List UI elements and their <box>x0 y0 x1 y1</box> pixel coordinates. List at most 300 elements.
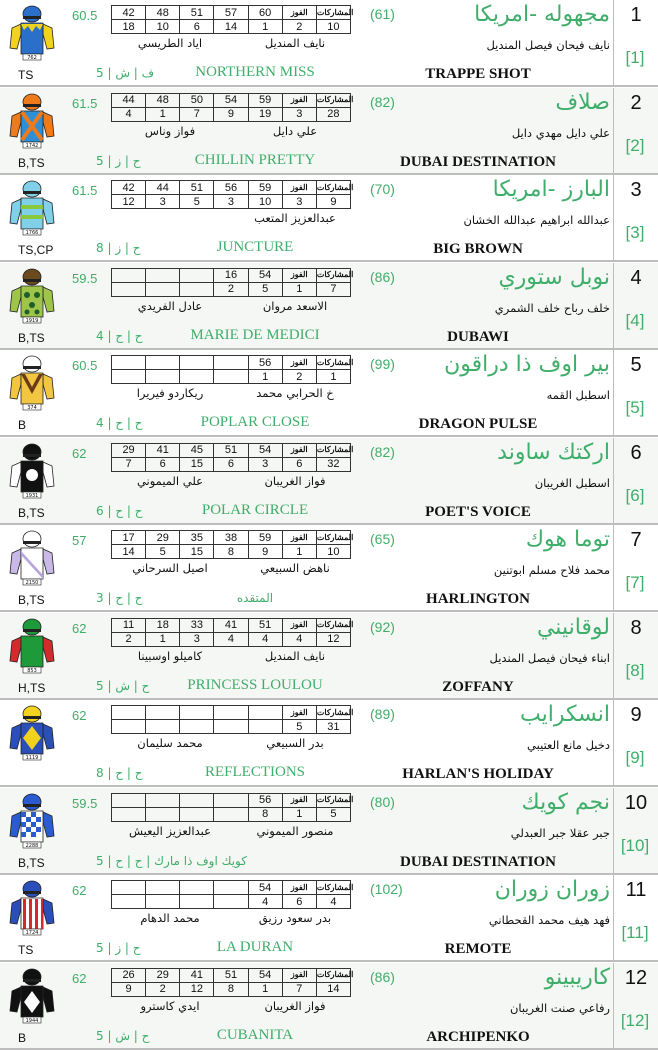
weight: 62 <box>72 970 87 986</box>
runs-value: 10 <box>316 545 350 559</box>
column-divider <box>613 700 614 785</box>
form-count <box>180 370 214 384</box>
horse-name[interactable]: كاريبينو <box>544 964 610 990</box>
draw-number: [6] <box>625 485 645 505</box>
runs-value: 4 <box>316 895 350 909</box>
wins-value: 6 <box>282 457 316 471</box>
jockey-name: فواز الغريبان <box>264 998 326 1013</box>
column-divider <box>613 525 614 610</box>
form-count: 5 <box>180 195 214 209</box>
form-count <box>146 720 180 734</box>
runs-label: المشاركات <box>316 968 350 982</box>
svg-text:2150: 2150 <box>25 580 39 586</box>
runner-number: 11 <box>625 879 647 901</box>
sire-name: POET'S VOICE <box>425 503 531 520</box>
sire-name: DUBAWI <box>447 328 509 345</box>
runner-row[interactable] <box>0 963 658 1050</box>
rating: (61) <box>370 6 395 22</box>
svg-text:374: 374 <box>27 405 37 411</box>
wins-label: الفوز <box>282 881 316 895</box>
second-jockey-name: فواز وناس <box>144 123 196 138</box>
runs-label: المشاركات <box>316 268 350 282</box>
form-table <box>111 5 354 34</box>
runner-row[interactable] <box>0 88 658 175</box>
form-count: 2 <box>146 982 180 996</box>
runner-codes: ح | ش | 5 <box>96 678 150 693</box>
column-divider <box>613 350 614 435</box>
runner-number: 8 <box>630 616 642 639</box>
form-count: 15 <box>180 457 214 471</box>
rating: (92) <box>370 618 395 635</box>
svg-text:1724: 1724 <box>25 930 39 936</box>
horse-name[interactable]: توما هوك <box>525 527 610 552</box>
svg-text:1931: 1931 <box>25 492 39 499</box>
second-jockey-name: اصيل السرحاني <box>132 561 208 575</box>
form-position: 44 <box>112 93 146 107</box>
owner-name: جبر عقلا جبر العبدلي <box>510 825 610 840</box>
form-count: 2 <box>112 632 146 646</box>
form-position: 42 <box>112 181 146 195</box>
runner-row[interactable] <box>0 438 658 525</box>
equipment: B,TS <box>18 330 45 345</box>
runner-row[interactable] <box>0 350 658 437</box>
form-position: 51 <box>180 6 214 20</box>
form-position <box>146 793 180 807</box>
owner-name: اسطبل القمه <box>546 388 610 402</box>
rating: (86) <box>370 968 395 985</box>
form-table <box>111 355 354 384</box>
weight: 62 <box>72 620 87 636</box>
wins-value: 6 <box>282 895 316 909</box>
jockey-silks-icon <box>8 179 56 237</box>
owner-name: نايف فيحان فيصل المنديل <box>486 38 610 52</box>
form-count: 18 <box>112 20 146 34</box>
sire-name: DRAGON PULSE <box>418 416 538 432</box>
horse-name[interactable]: انسكرايب <box>520 702 610 727</box>
owner-name: فهد هيف محمد القحطاني <box>488 913 610 927</box>
form-position: 33 <box>180 618 214 632</box>
weight: 57 <box>72 533 87 548</box>
form-count: 9 <box>248 545 282 559</box>
jockey-silks-icon <box>8 92 56 150</box>
runs-value: 7 <box>316 282 350 296</box>
form-count <box>146 370 180 384</box>
owner-name: محمد فلاح مسلم ابوتنين <box>493 563 610 577</box>
sire-name: BIG BROWN <box>433 241 523 257</box>
second-jockey-name: محمد الدهام <box>140 911 200 925</box>
column-divider <box>613 613 614 698</box>
form-count: 15 <box>180 545 214 559</box>
jockey-name: خ الحرابي محمد <box>256 386 334 400</box>
runs-label: المشاركات <box>316 93 350 107</box>
wins-label: الفوز <box>282 706 316 720</box>
equipment: TS <box>18 68 34 82</box>
column-divider <box>613 0 614 85</box>
form-position <box>112 793 146 807</box>
wins-label: الفوز <box>282 793 316 807</box>
form-position: 16 <box>214 268 248 282</box>
sire-name: ARCHIPENKO <box>426 1028 530 1045</box>
wins-label: الفوز <box>282 618 316 632</box>
owner-name: عبدالله ابراهيم عبدالله الخشان <box>463 213 610 227</box>
form-position: 18 <box>146 618 180 632</box>
form-count <box>112 720 146 734</box>
jockey-name: بدر السبيعي <box>266 736 324 750</box>
second-jockey-name: كاميلو اوسبينا <box>137 648 203 663</box>
jockey-silks-icon <box>8 354 56 412</box>
svg-text:2288: 2288 <box>25 842 39 849</box>
form-count <box>248 720 282 734</box>
weight: 62 <box>72 708 87 723</box>
runs-label: المشاركات <box>316 531 350 545</box>
second-jockey-name: عبدالعزيز اليعيش <box>128 823 211 838</box>
horse-name[interactable]: نوبل ستوري <box>498 264 610 290</box>
sire-name: DUBAI DESTINATION <box>399 153 556 170</box>
dam-name: LA DURAN <box>216 939 294 955</box>
jockey-name: ناهض السبيعي <box>260 561 330 575</box>
form-position: 56 <box>214 181 248 195</box>
dam-name: POLAR CIRCLE <box>201 501 309 518</box>
horse-name[interactable]: البارز -امريكا <box>492 177 610 202</box>
weight: 60.5 <box>72 358 98 373</box>
wins-value: 1 <box>282 807 316 821</box>
form-position <box>248 706 282 720</box>
second-jockey-name: ريكاردو فيريرا <box>136 386 204 400</box>
equipment: B,TS <box>18 593 45 607</box>
form-count: 6 <box>214 457 248 471</box>
sire-name: HARLAN'S HOLIDAY <box>402 766 554 782</box>
equipment: TS <box>18 943 34 957</box>
runs-label: المشاركات <box>316 6 350 20</box>
form-position: 41 <box>180 968 214 982</box>
form-position <box>214 706 248 720</box>
runner-codes: ف | ش | 5 <box>96 66 155 80</box>
sire-name: DUBAI DESTINATION <box>399 853 556 870</box>
runner-row[interactable] <box>0 263 658 350</box>
second-jockey-name: عادل الفريدي <box>137 298 203 313</box>
runner-number: 9 <box>630 704 642 726</box>
form-count: 6 <box>180 20 214 34</box>
horse-name[interactable]: اركتك ساوند <box>497 439 610 465</box>
draw-number: [3] <box>625 223 645 242</box>
form-position: 42 <box>112 6 146 20</box>
form-position: 54 <box>248 968 282 982</box>
runs-label: المشاركات <box>316 793 350 807</box>
owner-name: رفاعي صنت الغريبان <box>509 1000 610 1015</box>
form-count <box>214 720 248 734</box>
draw-number: [2] <box>625 135 645 155</box>
form-count: 1 <box>248 982 282 996</box>
wins-value: 3 <box>282 195 316 209</box>
form-position: 29 <box>146 531 180 545</box>
wins-label: الفوز <box>282 181 316 195</box>
second-jockey-name: علي الميموني <box>136 473 204 488</box>
form-count: 4 <box>112 107 146 121</box>
form-position: 51 <box>214 968 248 982</box>
column-divider <box>613 963 614 1048</box>
jockey-name: نايف المنديل <box>264 648 326 663</box>
form-position: 60 <box>248 6 282 20</box>
column-divider <box>613 175 614 260</box>
runs-label: المشاركات <box>316 706 350 720</box>
form-count: 14 <box>112 545 146 559</box>
jockey-name: عبدالعزيز المتعب <box>254 211 336 225</box>
owner-name: دخيل مانع العتيبي <box>527 738 610 752</box>
draw-number: [12] <box>620 1010 650 1030</box>
runs-value: 14 <box>316 982 350 996</box>
horse-name[interactable]: صلاف <box>555 89 610 115</box>
wins-value: 2 <box>282 20 316 34</box>
form-count <box>214 895 248 909</box>
wins-label: الفوز <box>282 531 316 545</box>
column-divider <box>613 875 614 960</box>
form-count <box>146 895 180 909</box>
runner-row[interactable] <box>0 788 658 875</box>
form-position: 50 <box>180 93 214 107</box>
equipment: B <box>18 418 27 432</box>
jockey-name: نايف المنديل <box>264 36 326 50</box>
dam-name: JUNCTURE <box>216 239 294 255</box>
form-position: 56 <box>248 793 282 807</box>
form-position <box>146 881 180 895</box>
horse-name[interactable]: نجم كويك <box>521 789 610 815</box>
runner-row[interactable] <box>0 0 658 87</box>
draw-number: [7] <box>625 573 645 592</box>
form-position: 56 <box>248 356 282 370</box>
form-count: 1 <box>248 20 282 34</box>
runs-value: 9 <box>316 195 350 209</box>
form-count <box>180 895 214 909</box>
runner-codes: ح | ح | 4 <box>96 328 143 343</box>
column-divider <box>613 788 614 873</box>
form-count: 3 <box>180 632 214 646</box>
form-position <box>112 706 146 720</box>
equipment: B,TS <box>18 505 45 520</box>
jockey-name: فواز الغريبان <box>264 473 326 488</box>
runner-row[interactable] <box>0 525 658 612</box>
svg-text:1766: 1766 <box>25 230 39 236</box>
runner-row[interactable] <box>0 175 658 262</box>
form-position <box>112 268 146 282</box>
runner-codes: ح | ح | 8 <box>96 766 143 780</box>
form-position <box>180 706 214 720</box>
form-position: 29 <box>146 968 180 982</box>
weight: 62 <box>72 883 87 898</box>
form-count <box>112 282 146 296</box>
form-position: 54 <box>248 443 282 457</box>
runner-number: 12 <box>624 966 648 989</box>
form-position: 51 <box>214 443 248 457</box>
runner-number: 7 <box>630 529 642 551</box>
form-count: 4 <box>248 632 282 646</box>
form-count: 3 <box>248 457 282 471</box>
form-count: 12 <box>112 195 146 209</box>
runner-number: 2 <box>630 91 642 114</box>
form-count <box>180 720 214 734</box>
wins-label: الفوز <box>282 356 316 370</box>
form-count: 2 <box>214 282 248 296</box>
form-position: 54 <box>214 93 248 107</box>
dam-name: CHILLIN PRETTY <box>194 151 316 168</box>
wins-label: الفوز <box>282 443 316 457</box>
form-count <box>146 282 180 296</box>
form-position: 59 <box>248 93 282 107</box>
wins-value: 1 <box>282 282 316 296</box>
form-count: 3 <box>214 195 248 209</box>
wins-value: 5 <box>282 720 316 734</box>
dam-name: NORTHERN MISS <box>195 64 315 80</box>
rating: (65) <box>370 531 395 547</box>
runs-value: 5 <box>316 807 350 821</box>
owner-name: علي دايل مهدي دايل <box>511 125 610 140</box>
dam-name: CUBANITA <box>216 1026 294 1043</box>
form-count: 7 <box>112 457 146 471</box>
form-count <box>112 807 146 821</box>
form-position: 41 <box>146 443 180 457</box>
column-divider <box>613 438 614 523</box>
owner-name: خلف رباح خلف الشمري <box>494 300 610 315</box>
draw-number: [9] <box>625 748 645 767</box>
form-count: 7 <box>180 107 214 121</box>
owner-name: اسطبل الغريبان <box>534 475 610 490</box>
form-position: 35 <box>180 531 214 545</box>
horse-name[interactable]: لوقانيني <box>536 614 610 640</box>
runs-label: المشاركات <box>316 881 350 895</box>
form-table <box>111 880 354 909</box>
equipment: TS,CP <box>18 243 54 257</box>
form-position: 54 <box>248 268 282 282</box>
form-position <box>214 881 248 895</box>
jockey-silks-icon <box>8 879 56 937</box>
svg-text:1742: 1742 <box>25 142 39 149</box>
runner-row[interactable] <box>0 700 658 787</box>
form-position <box>180 793 214 807</box>
svg-text:1119: 1119 <box>25 755 39 761</box>
form-table <box>111 268 354 297</box>
second-jockey-name: محمد سليمان <box>137 736 203 750</box>
svg-text:762: 762 <box>27 55 37 61</box>
form-position <box>146 356 180 370</box>
form-position <box>180 268 214 282</box>
form-position <box>180 356 214 370</box>
form-position: 26 <box>112 968 146 982</box>
form-position <box>180 881 214 895</box>
runs-label: المشاركات <box>316 618 350 632</box>
form-count: 8 <box>214 545 248 559</box>
runs-label: المشاركات <box>316 356 350 370</box>
form-position <box>214 356 248 370</box>
horse-name[interactable]: مجهوله -امريكا <box>474 2 610 27</box>
horse-name[interactable]: زوران زوران <box>494 877 610 902</box>
form-position: 38 <box>214 531 248 545</box>
form-position: 17 <box>112 531 146 545</box>
form-count: 6 <box>146 457 180 471</box>
weight: 62 <box>72 445 87 461</box>
jockey-silks-icon <box>8 704 56 762</box>
form-table <box>111 968 354 997</box>
weight: 61.5 <box>72 183 98 198</box>
runner-codes: ح | ز | 8 <box>96 241 141 255</box>
weight: 59.5 <box>72 795 98 811</box>
form-position: 48 <box>146 6 180 20</box>
runs-value: 32 <box>316 457 350 471</box>
runner-row[interactable] <box>0 613 658 700</box>
form-position <box>112 881 146 895</box>
runner-row[interactable] <box>0 875 658 962</box>
jockey-silks-icon <box>8 442 56 500</box>
runner-number: 6 <box>630 441 642 464</box>
weight: 60.5 <box>72 8 98 23</box>
jockey-silks-icon <box>8 267 56 325</box>
jockey-name: علي دايل <box>272 123 318 138</box>
rating: (80) <box>370 793 395 810</box>
wins-label: الفوز <box>282 93 316 107</box>
runs-value: 1 <box>316 370 350 384</box>
dam-name: POPLAR CLOSE <box>200 414 310 430</box>
sire-name: REMOTE <box>444 941 512 957</box>
runner-codes: ح | ز | 5 <box>96 153 141 168</box>
rating: (82) <box>370 443 395 460</box>
form-count: 10 <box>248 195 282 209</box>
rating: (89) <box>370 706 395 722</box>
jockey-silks-icon <box>8 792 56 850</box>
form-table <box>111 530 354 559</box>
second-jockey-name: ايدي كاسترو <box>140 998 200 1013</box>
second-jockey-name: اياد الطريسي <box>137 36 203 50</box>
form-count: 5 <box>248 282 282 296</box>
form-position <box>214 793 248 807</box>
form-count <box>180 807 214 821</box>
draw-number: [1] <box>625 48 645 67</box>
equipment: B,TS <box>18 155 45 170</box>
runs-value: 31 <box>316 720 350 734</box>
weight: 59.5 <box>72 270 98 286</box>
form-count: 1 <box>146 107 180 121</box>
jockey-name: منصور الميموني <box>256 823 334 838</box>
form-count: 12 <box>180 982 214 996</box>
draw-number: [4] <box>625 310 645 330</box>
jockey-silks-icon <box>8 617 56 675</box>
form-count: 3 <box>146 195 180 209</box>
rating: (82) <box>370 93 395 110</box>
form-position <box>146 268 180 282</box>
horse-name[interactable]: بير اوف ذا دراقون <box>444 352 610 377</box>
form-count: 9 <box>214 107 248 121</box>
sire-name: ZOFFANY <box>442 678 514 695</box>
column-divider <box>613 263 614 348</box>
form-position: 29 <box>112 443 146 457</box>
draw-number: [5] <box>625 398 645 417</box>
dam-name: المتقده <box>236 591 274 605</box>
dam-name: PRINCESS LOULOU <box>187 676 323 693</box>
form-count <box>214 370 248 384</box>
form-count: 9 <box>112 982 146 996</box>
form-position: 41 <box>214 618 248 632</box>
svg-text:853: 853 <box>27 667 37 674</box>
form-count <box>214 807 248 821</box>
runner-number: 3 <box>630 179 642 201</box>
form-position: 51 <box>180 181 214 195</box>
form-count: 4 <box>248 895 282 909</box>
runs-label: المشاركات <box>316 443 350 457</box>
rating: (99) <box>370 356 395 372</box>
rating: (86) <box>370 268 395 285</box>
form-position: 51 <box>248 618 282 632</box>
form-position: 44 <box>146 181 180 195</box>
form-table <box>111 443 354 472</box>
form-position: 11 <box>112 618 146 632</box>
wins-value: 2 <box>282 370 316 384</box>
